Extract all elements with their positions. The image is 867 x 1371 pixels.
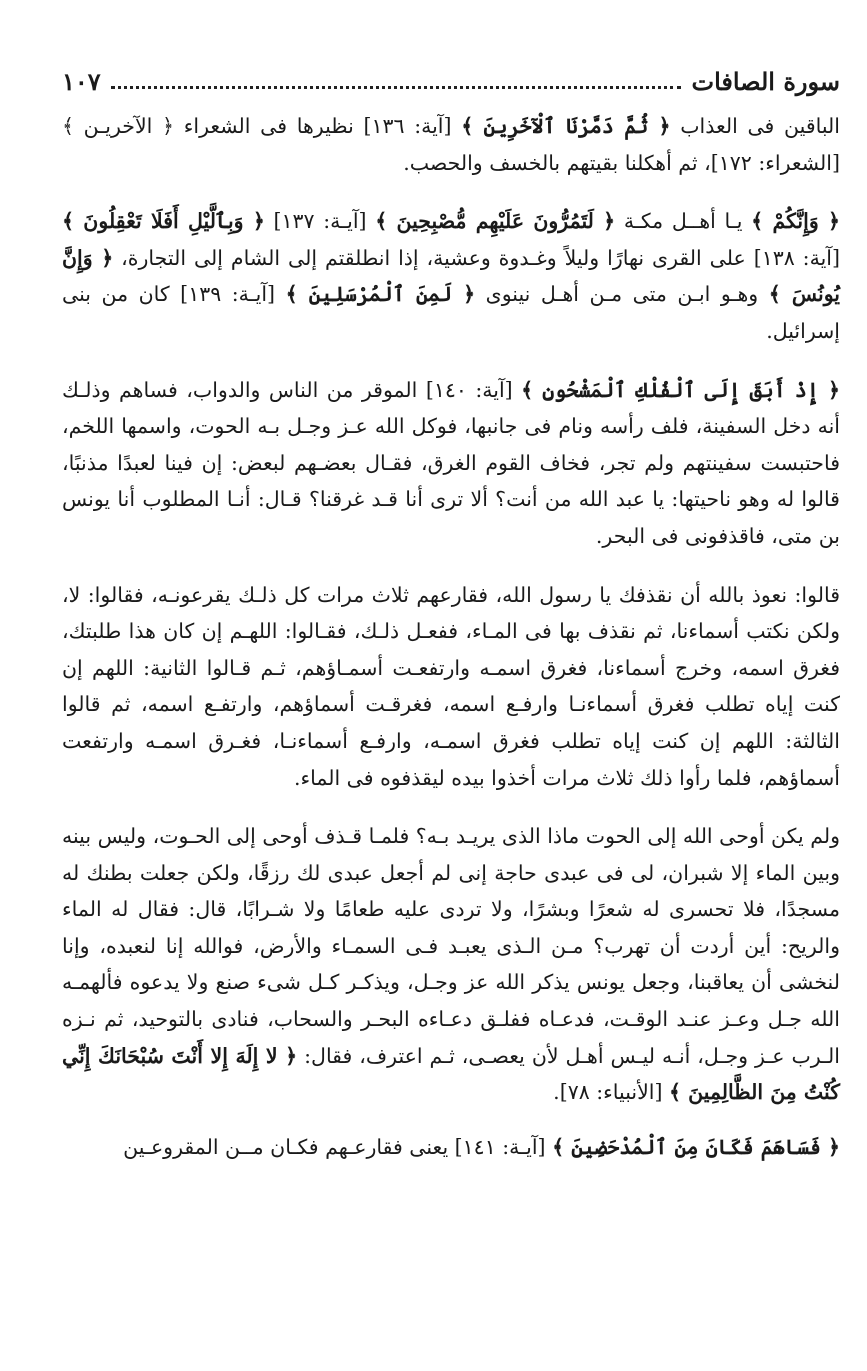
quran-verse-quote: ﴿ وَبِٱلَّيْلِ أَفَلَا تَعْقِلُونَ ﴾ xyxy=(62,209,265,234)
text-segment: [آيـة: ١٣٩] كان من بنى إسرائيل. xyxy=(62,282,840,343)
page-number: ١٠٧ xyxy=(62,67,101,96)
quran-verse-quote: ﴿ ثُمَّ دَمَّرْنَا ٱلْآخَرِينَ ﴾ xyxy=(461,114,671,138)
quran-verse-quote: ﴿ وَإِنَّكُمْ ﴾ xyxy=(751,209,841,234)
paragraph-4 xyxy=(62,577,840,797)
book-page xyxy=(62,52,840,1352)
surah-title: سورة الصافات xyxy=(691,67,840,96)
text-segment: [آية: ١٣٦] نظيرها فى الشعراء ﴿ الآخريـن ﴾ [الشعراء: ١٧٢]، ثم أهكلنا بقيتهم بالخسف والحصب. xyxy=(62,114,840,175)
text-segment: وهـو ابـن متى مـن أهـل نينوى xyxy=(475,282,769,307)
quran-verse-quote: ﴿ إِذْ أَبَقَ إِلَى ٱلْفُلْكِ ٱلْمَشْحُونِ ﴾ xyxy=(521,377,840,402)
text-segment: [آية: ١٣٨] على القرى نهارًا وليلاً وغـدوة وعشية، إذا انطلقتم إلى الشام إلى التجارة، xyxy=(113,245,840,270)
quran-verse-quote: ﴿ لا إِلَهَ إِلا أَنْتَ سُبْحَانَكَ إِنِّي كُنْتُ مِنَ الظَّالِمِينَ ﴾ xyxy=(62,1043,840,1105)
quran-verse-quote: ﴿ لَمِنَ ٱلْمُرْسَلِينَ ﴾ xyxy=(285,282,476,307)
paragraph-6 xyxy=(62,1129,840,1166)
page-header xyxy=(62,52,840,96)
quran-verse-quote: ﴿ لَتَمُرُّونَ عَلَيْهِم مُّصْبِحِينَ ﴾ xyxy=(375,209,616,234)
text-segment: [آيـة: ١٤١] يعنى فقارعـهم فكـان مــن المقروعـين xyxy=(123,1134,553,1159)
quran-verse-quote: ﴿ وَإِنَّ يُونُسَ ﴾ xyxy=(62,245,840,307)
paragraph-1 xyxy=(62,108,840,181)
text-segment: ولم يكن أوحى الله إلى الحوت ماذا الذى يريـد بـه؟ فلمـا قـذف أوحى إلى الحـوت، وليس بينه وبين الماء إلا شبران، لى فى عبدى حاجة إنى لم أجعل عبدى لك رزقًا، ولكن جعلت بطنك له مسجدًا، فلا تحسرى له شعرًا وبشرًا، ولا تردى عليه طعامًا ولا شـرابًا، قال: فقال له الماء والريح: أين أردت أن تهرب؟ مـن الـذى يعبـد فـى السمـاء والأرض، فوالله إنا لنعبده، وإنا لنخشى أن يعاقبنا، وجعل يونس يذكر الله عز وجـل، ويذكـر كـل شىء صنع ولا يدعوه فألهمـه الله جـل وعـز عنـد الوقـت، فدعـاه ففلـق دعـاءه البحـر والسحاب، فنادى بالتوحيد، ثم نـزه الـرب عـز وجـل، أنـه ليـس أهـل لأن يعصـى، ثـم اعترف، فقال: xyxy=(62,824,840,1068)
text-segment: الباقين فى العذاب xyxy=(670,114,840,138)
text-segment: [الأنبياء: ٧٨]. xyxy=(553,1080,670,1105)
paragraph-3 xyxy=(62,372,840,555)
quran-verse-quote: ﴿ فَسَاهَمَ فَكَانَ مِنَ ٱلْمُدْحَضِينَ ﴾ xyxy=(552,1134,840,1159)
text-segment: يـا أهــل مكـة xyxy=(615,209,752,234)
text-segment: [آية: ١٤٠] الموقر من الناس والدواب، فساهم وذلـك أنه دخل السفينة، فلف رأسه ونام فى جانبها، فوكل الله عـز وجـل بـه الحوت، واسمها اللخم، فاحتبست سفينتهم ولم تجر، فخاف القوم الغرق، فقـال بعضـهم لبعض: إن فينا لعبدًا مذنبًا، قالوا له وهو ناحيتها: يا عبد الله من أنت؟ ألا ترى أنا قـد غرقنا؟ قـال: أنـا المطلوب أنا يونس بن متى، فاقذفونى فى البحر. xyxy=(62,377,840,548)
header-dotted-leader xyxy=(111,86,682,89)
text-segment: قالوا: نعوذ بالله أن نقذفك يا رسول الله، فقارعهم ثلاث مرات كل ذلـك يقرعونـه، فقالوا: لا، ولكن نكتب أسماءنا، ثم نقذف بها فى المـاء، ففعـل ذلـك، فقـالوا: اللهـم إن كان هذا طلبتك، فغرق اسمه، وخرج أسماءنا، فغرق اسمـه وارتفعـت أسمـاؤهم، ثـم قـالوا الثانية: اللهم إن كنت إياه تطلب فغرق أسماءنـا وارفـع اسمه، فغرقـت أسماؤهم، وارتفـع اسمه، ثم قالوا الثالثة: اللهم إن كنت إياه تطلب فغرق اسمـه، وارفـع أسماءنـا، فغـرق اسمـه وارتفعت أسماؤهم، فلما رأوا ذلك ثلاث مرات أخذوا بيده ليقذفوه فى الماء. xyxy=(62,582,840,790)
text-segment: [آيـة: ١٣٧] xyxy=(264,209,376,234)
paragraph-2 xyxy=(62,203,840,349)
paragraph-5 xyxy=(62,818,840,1111)
page-body xyxy=(62,108,840,1165)
